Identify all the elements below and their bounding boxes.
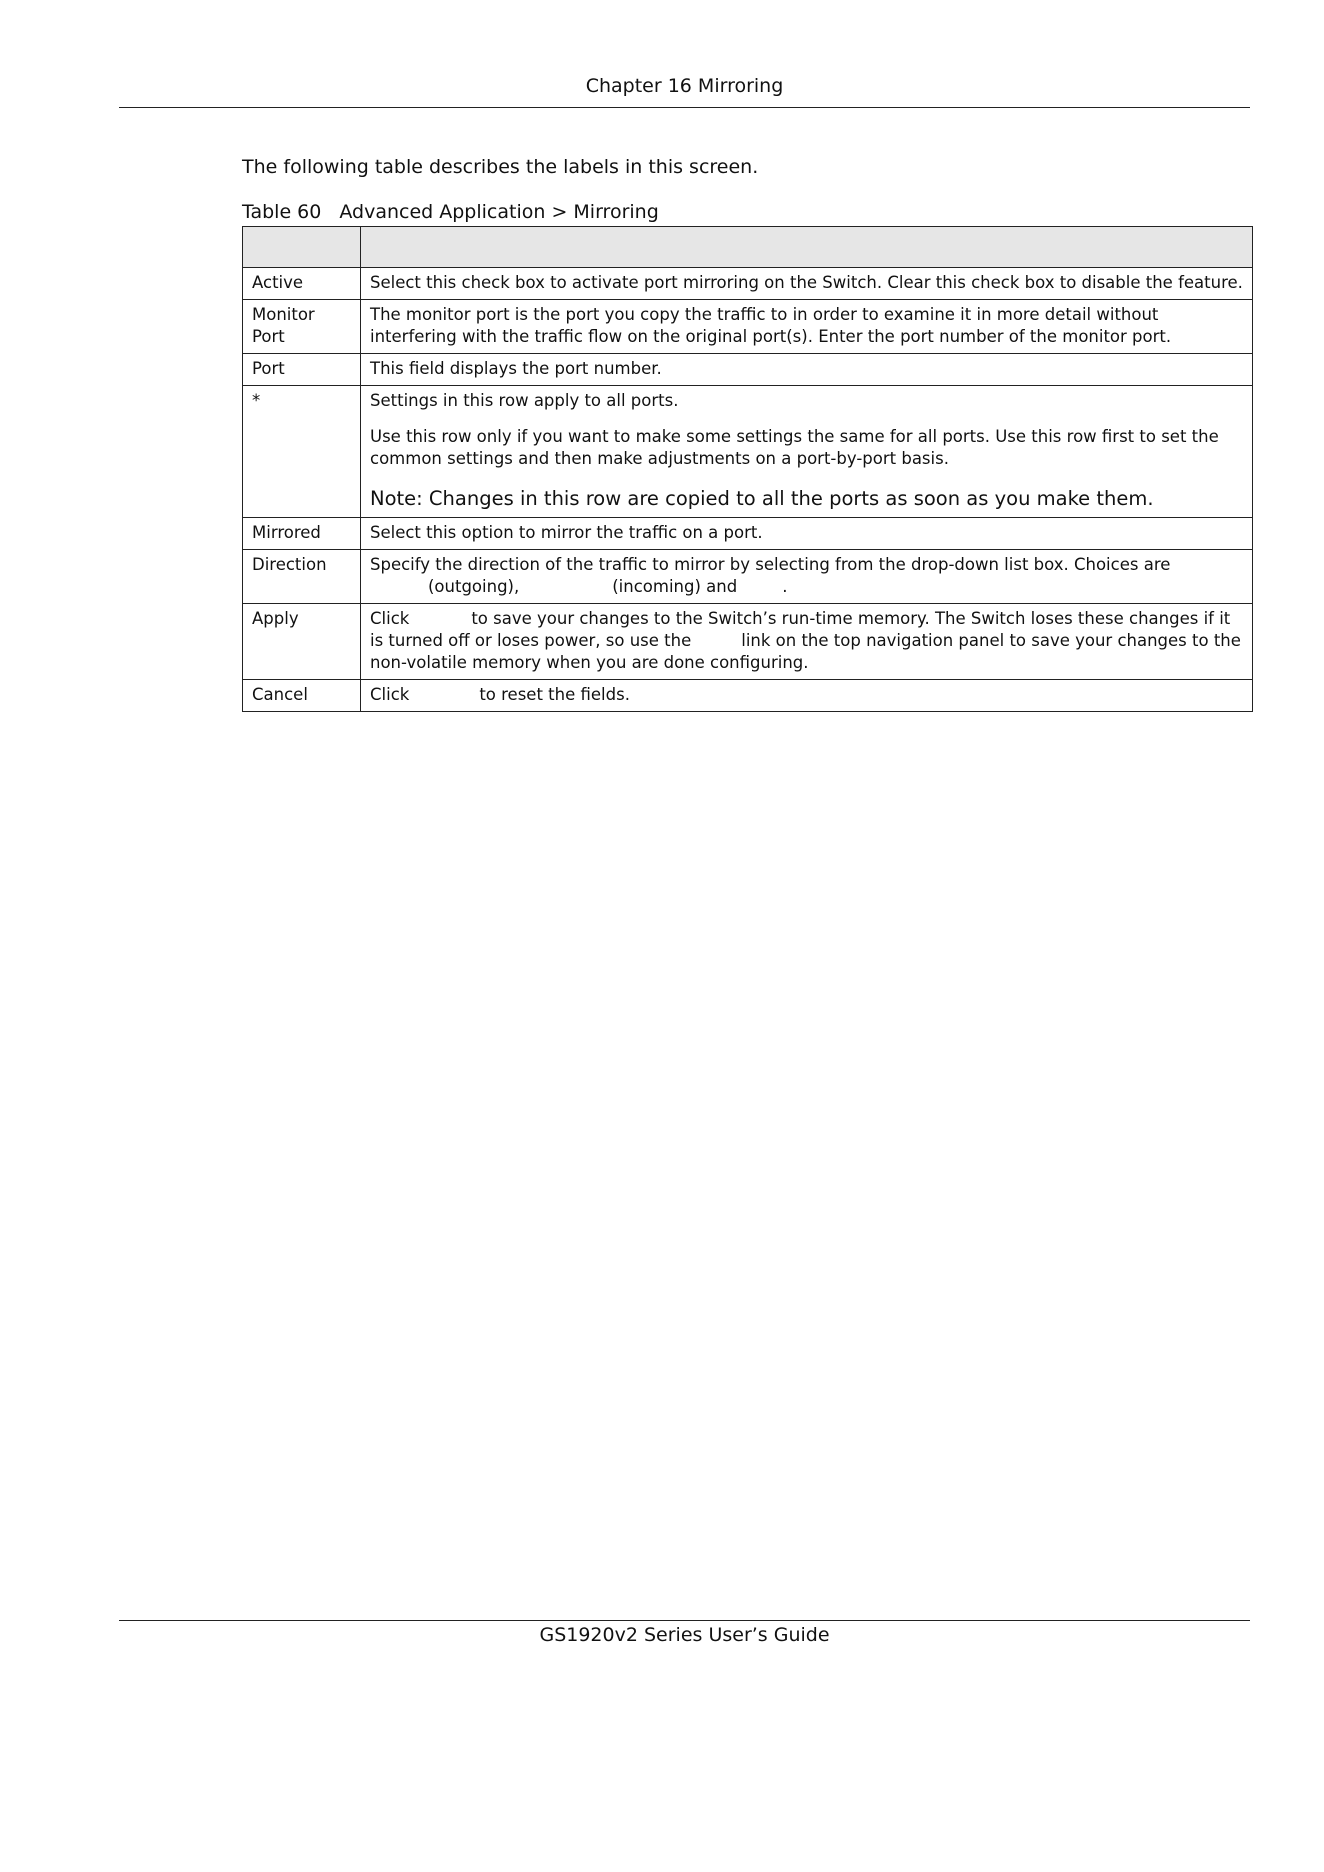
desc-segment: Click: [370, 685, 410, 704]
table-number: Table 60: [242, 201, 322, 223]
row-description-line: Settings in this row apply to all ports.: [370, 391, 679, 410]
row-description-line: Use this row only if you want to make some settings the same for all ports. Use this row first to set the common settings and then make adjustments on a port-by-port basis.: [370, 427, 1219, 468]
desc-segment: .: [782, 577, 788, 596]
table-row: [243, 680, 1253, 712]
header-label: LABEL: [243, 227, 361, 268]
table-row: [243, 300, 1253, 354]
row-label: Apply: [243, 604, 361, 680]
table-row: [243, 354, 1253, 386]
footer-divider: [119, 1620, 1250, 1621]
row-label: Direction: [243, 550, 361, 604]
desc-segment: to save your changes to the Switch’s run-time memory. The Switch loses these changes if it is turned off or loses power, so use the: [370, 609, 1231, 650]
table-row: [243, 518, 1253, 550]
table-caption: [242, 200, 659, 224]
intro-text: The following table describes the labels in this screen.: [242, 156, 759, 178]
table-title: Advanced Application > Mirroring: [339, 201, 659, 223]
row-description: This field displays the port number.: [361, 354, 1253, 386]
desc-segment: Click: [370, 609, 410, 628]
row-description: [361, 386, 1253, 518]
row-label: Port: [243, 354, 361, 386]
row-label: Cancel: [243, 680, 361, 712]
row-description: Select this option to mirror the traffic on a port.: [361, 518, 1253, 550]
table-row: [243, 550, 1253, 604]
header-divider: [119, 107, 1250, 108]
row-description: [361, 680, 1253, 712]
desc-segment: (outgoing),: [428, 577, 520, 596]
header-description: DESCRIPTION: [361, 227, 1253, 268]
desc-segment: (incoming) and: [612, 577, 738, 596]
row-description: [361, 550, 1253, 604]
note-text: Note: Changes in this row are copied to all the ports as soon as you make them.: [370, 487, 1154, 510]
desc-segment: link on the top navigation panel to save your changes to the non-volatile memory when you are done configuring.: [370, 631, 1241, 672]
row-label: *: [243, 386, 361, 518]
desc-segment: to reset the fields.: [479, 685, 630, 704]
row-label: Monitor Port: [243, 300, 361, 354]
row-label: Mirrored: [243, 518, 361, 550]
desc-segment: Specify the direction of the traffic to mirror by selecting from the drop-down list box. Choices are: [370, 555, 1171, 574]
table-header-row: [243, 227, 1253, 268]
row-description: The monitor port is the port you copy the traffic to in order to examine it in more detail without interfering with the traffic flow on the original port(s). Enter the port number of the monitor port.: [361, 300, 1253, 354]
table-row: [243, 386, 1253, 518]
row-label: Active: [243, 268, 361, 300]
page-header: Chapter 16 Mirroring: [585, 75, 784, 97]
page-footer: GS1920v2 Series User’s Guide: [539, 1624, 830, 1646]
row-description: [361, 604, 1253, 680]
table-row: [243, 268, 1253, 300]
table-row: [243, 604, 1253, 680]
labels-table: [242, 226, 1253, 712]
row-description: Select this check box to activate port mirroring on the Switch. Clear this check box to disable the feature.: [361, 268, 1253, 300]
